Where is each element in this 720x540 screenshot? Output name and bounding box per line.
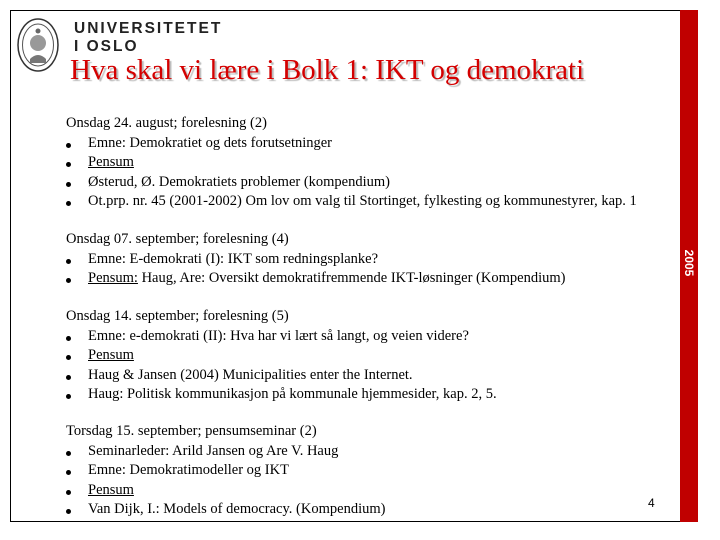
lecture-section-1 — [66, 114, 637, 212]
section-heading: Torsdag 15. september; pensumseminar (2) — [66, 423, 317, 439]
section-heading: Onsdag 07. september; forelesning (4) — [66, 231, 289, 247]
section-heading: Onsdag 14. september; forelesning (5) — [66, 308, 289, 324]
bullet-icon — [66, 336, 71, 341]
page-number: 4 — [648, 496, 655, 510]
university-name: UNIVERSITETET I OSLO — [74, 20, 223, 55]
list-item: Ot.prp. nr. 45 (2001-2002) Om lov om valg til Stortinget, fylkesting og kommunestyrer, kap. 1 — [66, 192, 637, 212]
bullet-icon — [66, 143, 71, 148]
list-item: Haug: Politisk kommunikasjon på kommunale hjemmesider, kap. 2, 5. — [66, 385, 497, 405]
bullet-icon — [66, 490, 71, 495]
bullet-icon — [66, 375, 71, 380]
bullet-icon — [66, 355, 71, 360]
seminar-section — [66, 422, 385, 520]
bullet-icon — [66, 451, 71, 456]
university-seal-icon — [16, 17, 60, 73]
bullet-icon — [66, 162, 71, 167]
list-item: Seminarleder: Arild Jansen og Are V. Haug — [66, 442, 385, 462]
bullet-icon — [66, 201, 71, 206]
lecture-section-3 — [66, 307, 497, 405]
list-item: Pensum — [66, 153, 637, 173]
lecture-section-2 — [66, 230, 565, 289]
list-item: Emne: e-demokrati (II): Hva har vi lært så langt, og veien videre? — [66, 327, 497, 347]
bullet-icon — [66, 182, 71, 187]
list-item: Pensum: Haug, Are: Oversikt demokratifremmende IKT-løsninger (Kompendium) — [66, 269, 565, 289]
bullet-icon — [66, 278, 71, 283]
bullet-icon — [66, 470, 71, 475]
section-heading: Onsdag 24. august; forelesning (2) — [66, 115, 267, 131]
bullet-icon — [66, 394, 71, 399]
list-item: Haug & Jansen (2004) Municipalities enter the Internet. — [66, 366, 497, 386]
bullet-icon — [66, 259, 71, 264]
list-item: Pensum — [66, 346, 497, 366]
list-item: Østerud, Ø. Demokratiets problemer (kompendium) — [66, 173, 637, 193]
page-title: Hva skal vi lære i Bolk 1: IKT og demokrati — [70, 54, 585, 86]
list-item: Emne: E-demokrati (I): IKT som redningsplanke? — [66, 250, 565, 270]
year-label: 2005 — [682, 249, 696, 277]
list-item: Van Dijk, I.: Models of democracy. (Kompendium) — [66, 500, 385, 520]
list-item: Emne: Demokratimodeller og IKT — [66, 461, 385, 481]
bullet-icon — [66, 509, 71, 514]
list-item: Emne: Demokratiet og dets forutsetninger — [66, 134, 637, 154]
list-item: Pensum — [66, 481, 385, 501]
